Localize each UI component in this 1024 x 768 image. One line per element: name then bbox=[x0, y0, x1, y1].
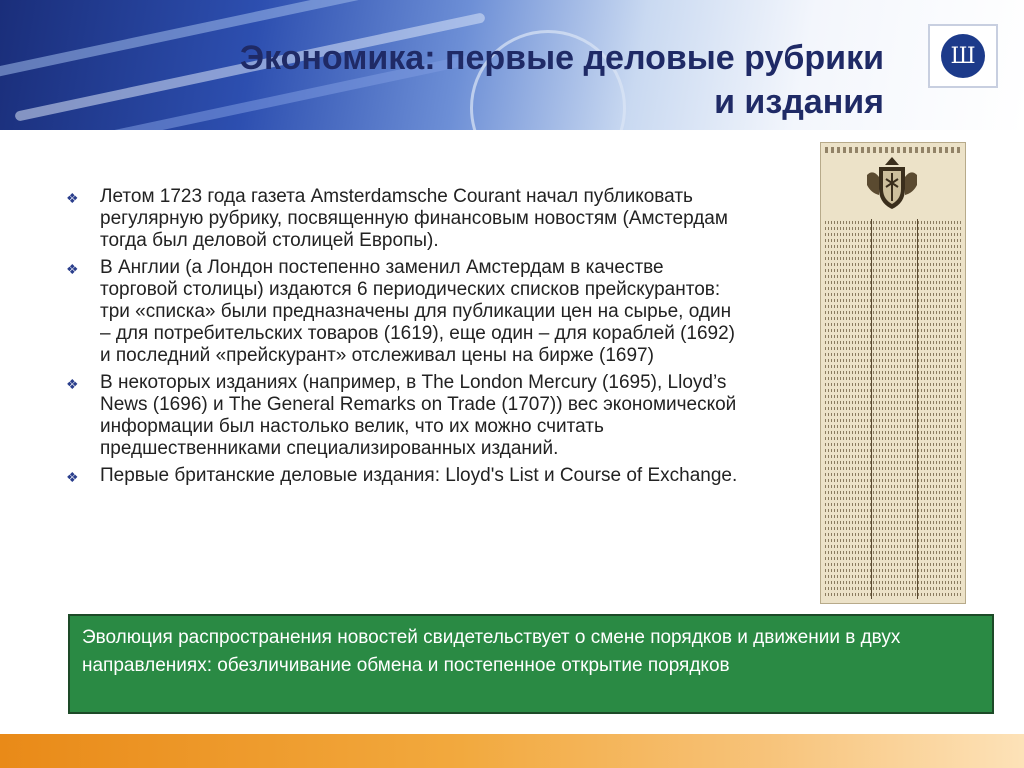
bullet-item bbox=[66, 372, 746, 460]
diamond-bullet-icon: ❖ bbox=[66, 261, 79, 277]
newspaper-masthead bbox=[825, 147, 961, 153]
title-line-1: Экономика: первые деловые рубрики bbox=[239, 39, 884, 77]
page-title bbox=[240, 36, 884, 124]
bullet-text: Первые британские деловые издания: Lloyd's List и Course of Exchange. bbox=[100, 465, 738, 486]
diamond-bullet-icon: ❖ bbox=[66, 376, 79, 392]
bullet-item bbox=[66, 257, 746, 367]
newspaper-columns bbox=[825, 219, 961, 599]
footer-bar bbox=[0, 734, 1024, 768]
bullet-item bbox=[66, 465, 746, 487]
column-divider bbox=[871, 219, 872, 599]
bullet-text: Летом 1723 года газета Amsterdamsche Courant начал публиковать регулярную рубрику, посвященную финансовым новостям (Амстердам тогда был деловой столицей Европы). bbox=[100, 186, 728, 251]
historical-newspaper-image bbox=[820, 142, 966, 604]
logo-emblem-icon: Ш bbox=[941, 34, 985, 78]
diamond-bullet-icon: ❖ bbox=[66, 190, 79, 206]
conclusion-callout bbox=[68, 614, 994, 714]
bullet-text: В некоторых изданиях (например, в The London Mercury (1695), Lloyd’s News (1696) и The General Remarks on Trade (1707)) вес экономической информации был настолько велик, что их можно считать предшественниками специализированных изданий. bbox=[100, 372, 737, 459]
callout-text: Эволюция распространения новостей свидетельствует о смене порядков и движении в двух направлениях: обезличивание обмена и постепенное открытие порядков bbox=[82, 627, 901, 676]
title-line-2: и издания bbox=[714, 83, 884, 121]
bullet-list bbox=[66, 186, 746, 492]
university-logo bbox=[928, 24, 998, 88]
bullet-item bbox=[66, 186, 746, 252]
coat-of-arms-icon bbox=[861, 155, 923, 213]
bullet-text: В Англии (а Лондон постепенно заменил Амстердам в качестве торговой столицы) издаются 6 периодических списков прейскурантов: три «списка» были предназначены для публикации цен на сырье, один – для потребительских товаров (1619), еще один – для кораблей (1692) и последний «прейскурант» отслеживал цены на бирже (1697) bbox=[100, 257, 736, 366]
column-divider bbox=[917, 219, 918, 599]
diamond-bullet-icon: ❖ bbox=[66, 469, 79, 485]
